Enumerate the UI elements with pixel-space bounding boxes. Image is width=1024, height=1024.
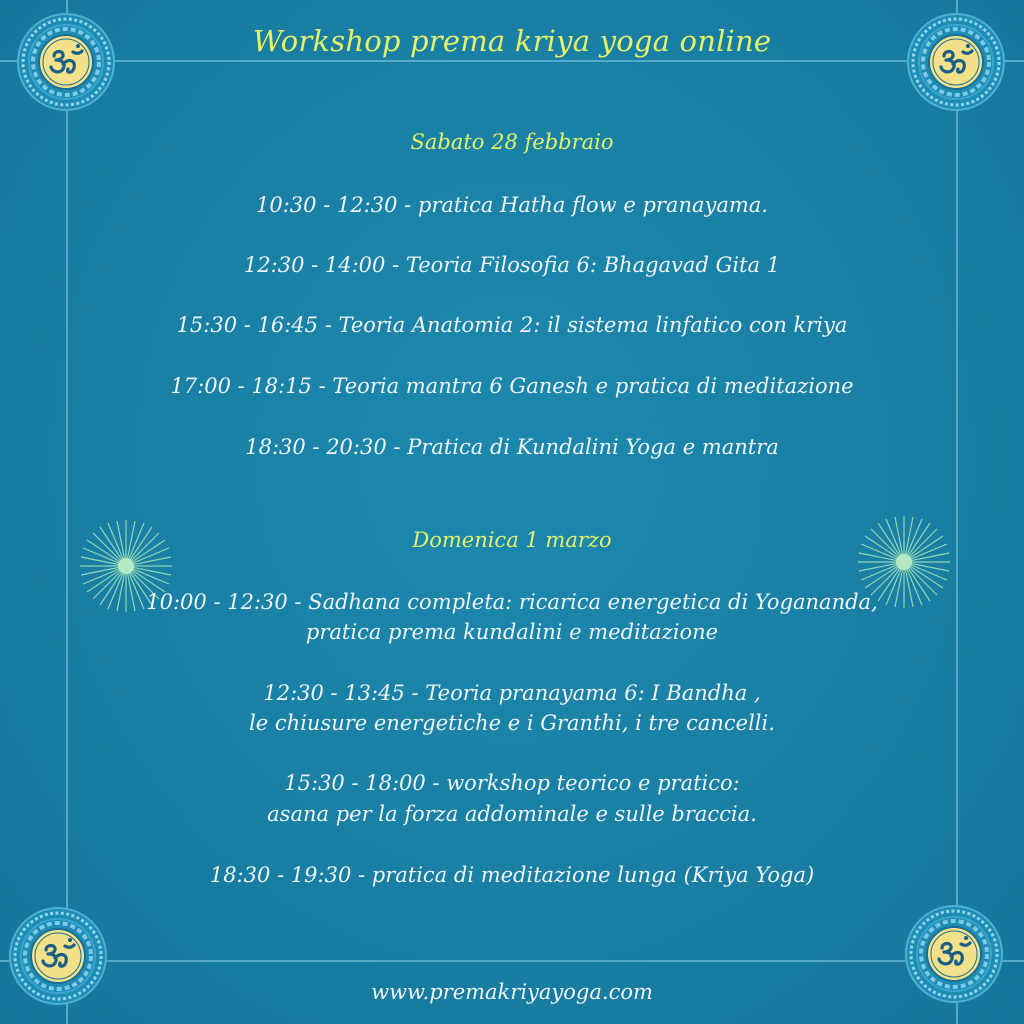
page-title: Workshop prema kriya yoga online (252, 24, 772, 58)
schedule-item: 10:00 - 12:30 - Sadhana completa: ricarica energetica di Yogananda, (146, 590, 878, 614)
day-heading-sunday: Domenica 1 marzo (412, 528, 612, 552)
schedule-item: 12:30 - 14:00 - Teoria Filosofia 6: Bhagavad Gita 1 (243, 253, 781, 277)
schedule-item: 10:30 - 12:30 - pratica Hatha flow e pranayama. (256, 193, 768, 217)
day-heading-saturday: Sabato 28 febbraio (410, 130, 614, 154)
schedule-item-continued: pratica prema kundalini e meditazione (305, 620, 719, 644)
schedule-item-continued: le chiusure energetiche e i Granthi, i tre cancelli. (249, 711, 775, 735)
frame-line-bottom (0, 960, 1024, 962)
frame-line-top (0, 60, 1024, 62)
schedule-item: 15:30 - 18:00 - workshop teorico e pratico: (284, 771, 740, 795)
website-link[interactable]: www.premakriyayoga.com (371, 980, 653, 1004)
schedule-item: 18:30 - 19:30 - pratica di meditazione lunga (Kriya Yoga) (209, 863, 815, 887)
schedule-item: 18:30 - 20:30 - Pratica di Kundalini Yoga e mantra (245, 435, 779, 459)
schedule-item: 15:30 - 16:45 - Teoria Anatomia 2: il sistema linfatico con kriya (176, 313, 848, 337)
schedule-item: 17:00 - 18:15 - Teoria mantra 6 Ganesh e pratica di meditazione (170, 374, 854, 398)
schedule-item: 12:30 - 13:45 - Teoria pranayama 6: I Bandha , (263, 681, 761, 705)
schedule-item-continued: asana per la forza addominale e sulle braccia. (267, 802, 757, 826)
